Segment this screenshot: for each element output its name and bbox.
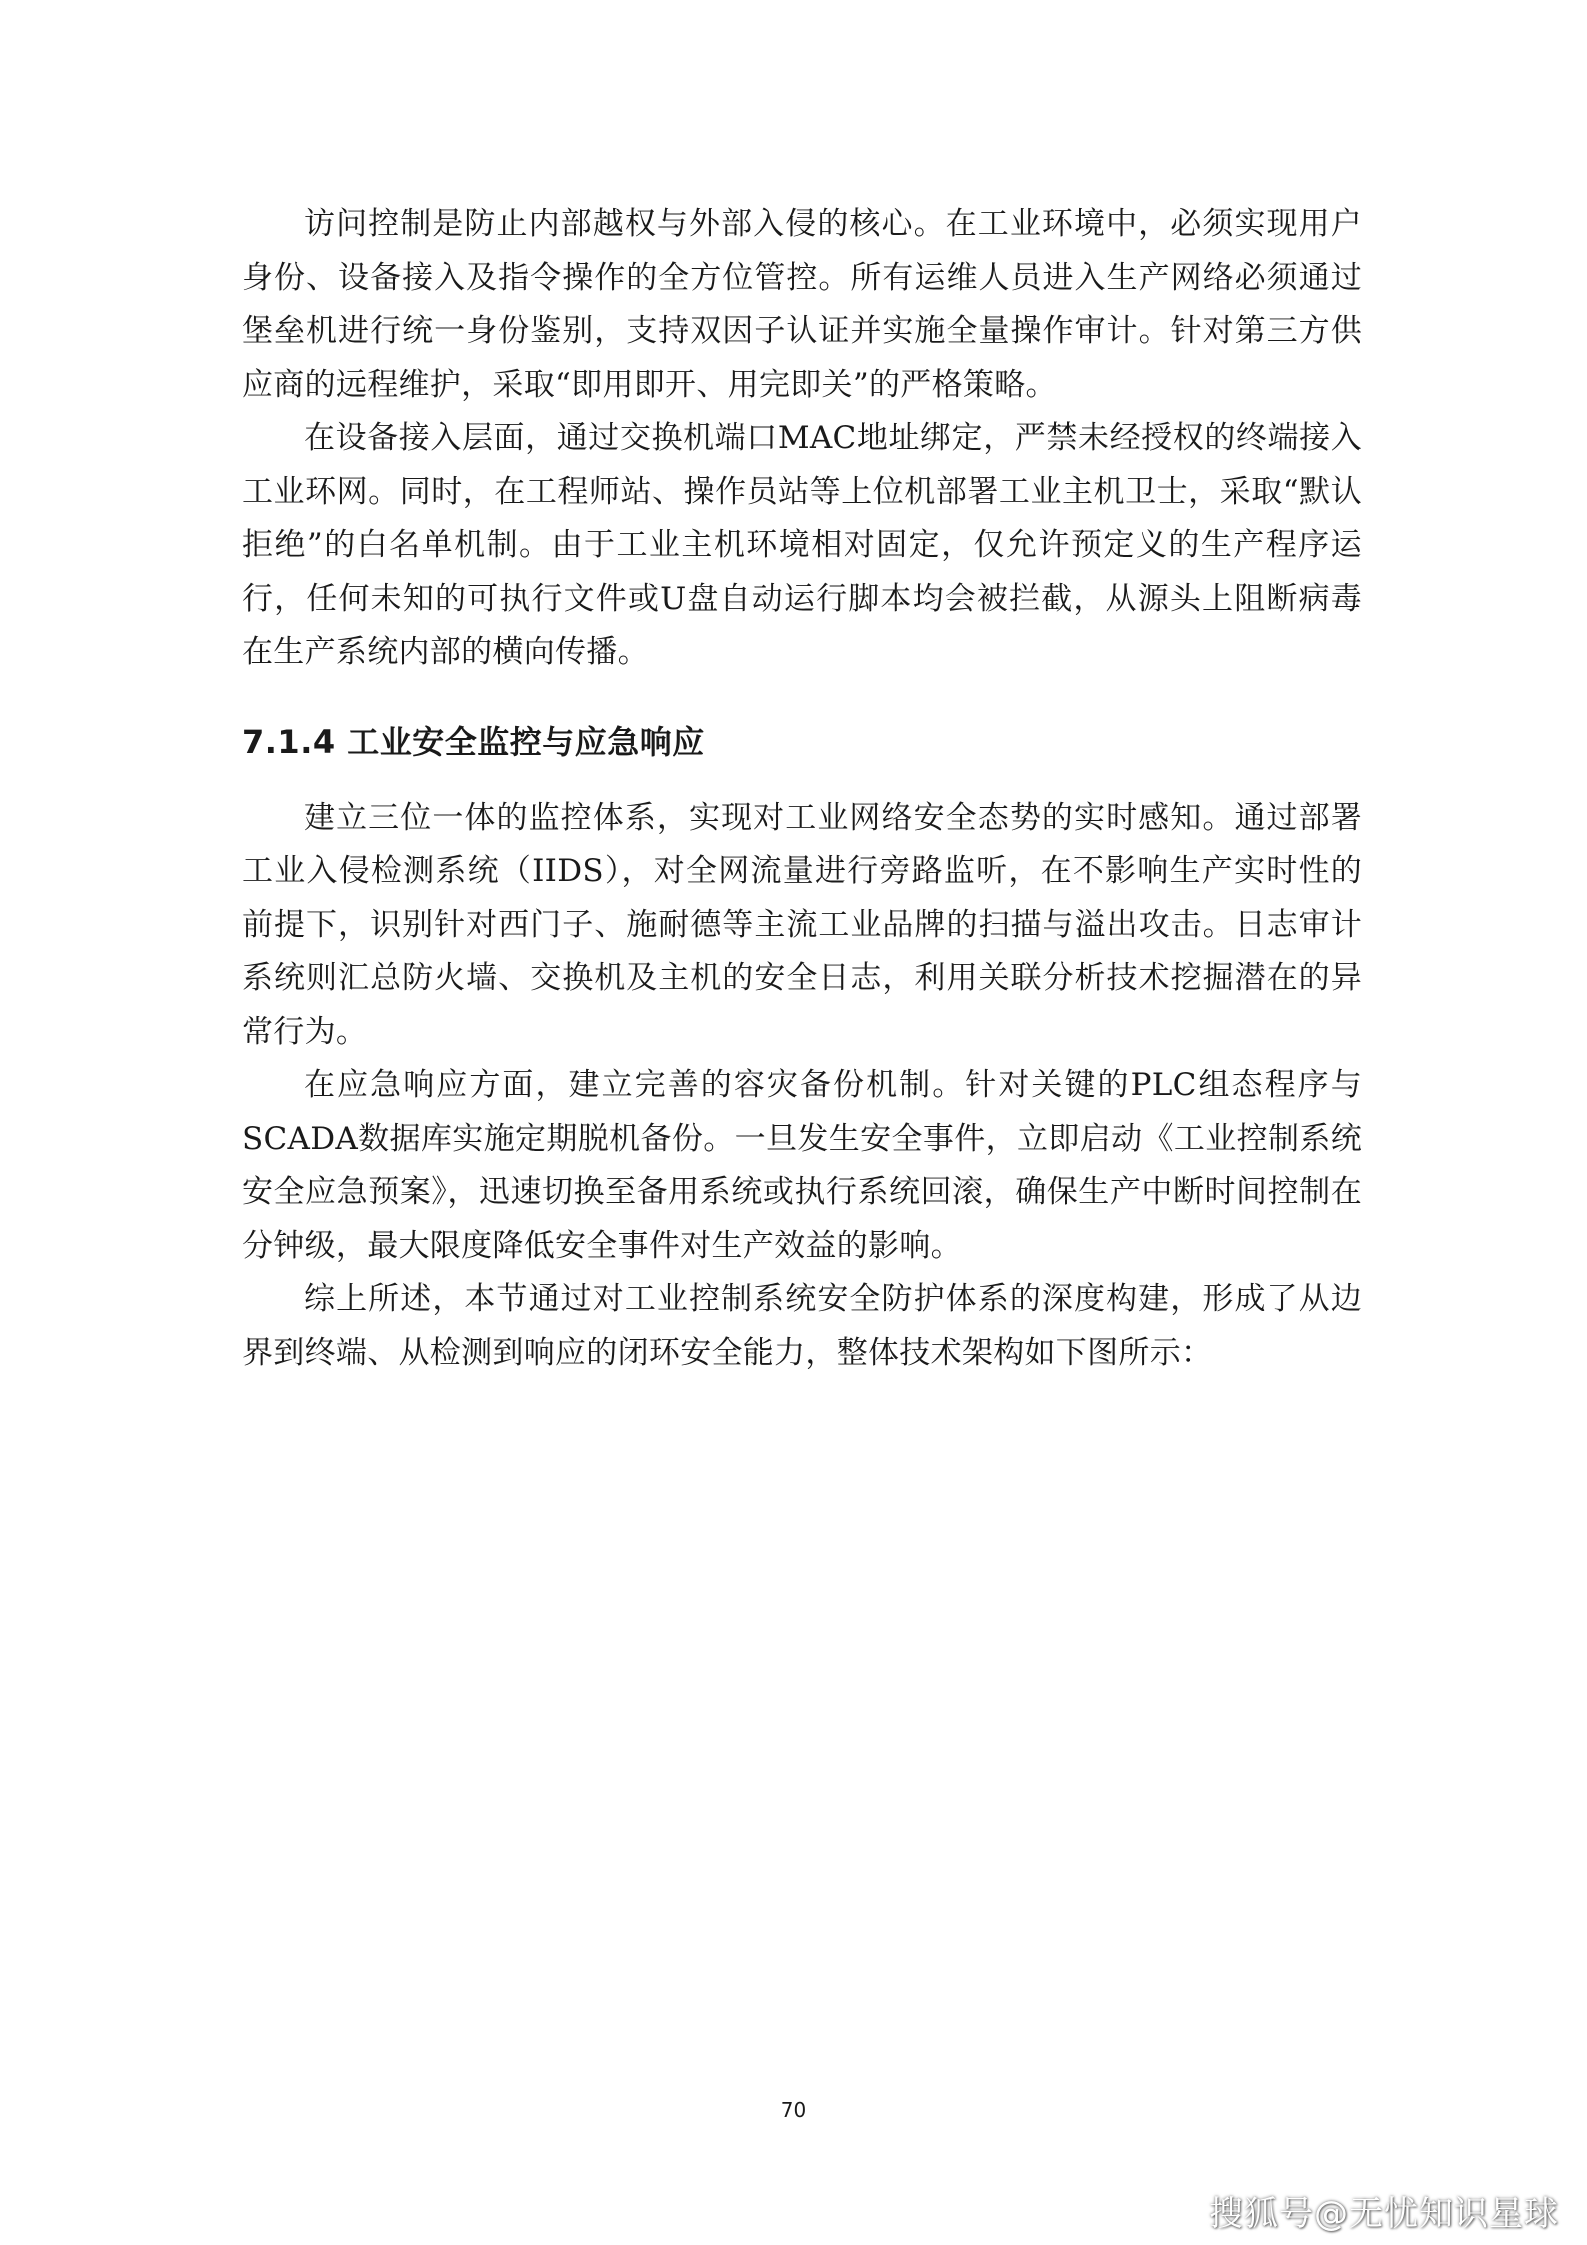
paragraph-summary: 综上所述，本节通过对工业控制系统安全防护体系的深度构建，形成了从边界到终端、从检测到响应的闭环安全能力，整体技术架构如下图所示：: [242, 1281, 1362, 1371]
paragraph-device-access: 在设备接入层面，通过交换机端口MAC地址绑定，严禁未经授权的终端接入工业环网。同时，在工程师站、操作员站等上位机部署工业主机卫士，采取“默认拒绝”的白名单机制。由于工业主机环境相对固定，仅允许预定义的生产程序运行，任何未知的可执行文件或U盘自动运行脚本均会被拦截，从源头上阻断病毒在生产系统内部的横向传播。: [242, 420, 1362, 670]
document-body: [242, 198, 1362, 1380]
section-heading: 7.1.4 工业安全监控与应急响应: [242, 722, 705, 761]
paragraph-monitoring: 建立三位一体的监控体系，实现对工业网络安全态势的实时感知。通过部署工业入侵检测系统（IIDS），对全网流量进行旁路监听，在不影响生产实时性的前提下，识别针对西门子、施耐德等主流工业品牌的扫描与溢出攻击。日志审计系统则汇总防火墙、交换机及主机的安全日志，利用关联分析技术挖掘潜在的异常行为。: [242, 799, 1362, 1050]
paragraph-access-control: 访问控制是防止内部越权与外部入侵的核心。在工业环境中，必须实现用户身份、设备接入及指令操作的全方位管控。所有运维人员进入生产网络必须通过堡垒机进行统一身份鉴别，支持双因子认证并实施全量操作审计。针对第三方供应商的远程维护，采取“即用即开、用完即关”的严格策略。: [242, 206, 1362, 403]
watermark: 搜狐号@无忧知识星球: [1209, 2194, 1559, 2234]
page-number: 70: [780, 2098, 807, 2122]
paragraph-emergency-response: 在应急响应方面，建立完善的容灾备份机制。针对关键的PLC组态程序与SCADA数据库实施定期脱机备份。一旦发生安全事件，立即启动《工业控制系统安全应急预案》，迅速切换至备用系统或执行系统回滚，确保生产中断时间控制在分钟级，最大限度降低安全事件对生产效益的影响。: [242, 1067, 1362, 1264]
